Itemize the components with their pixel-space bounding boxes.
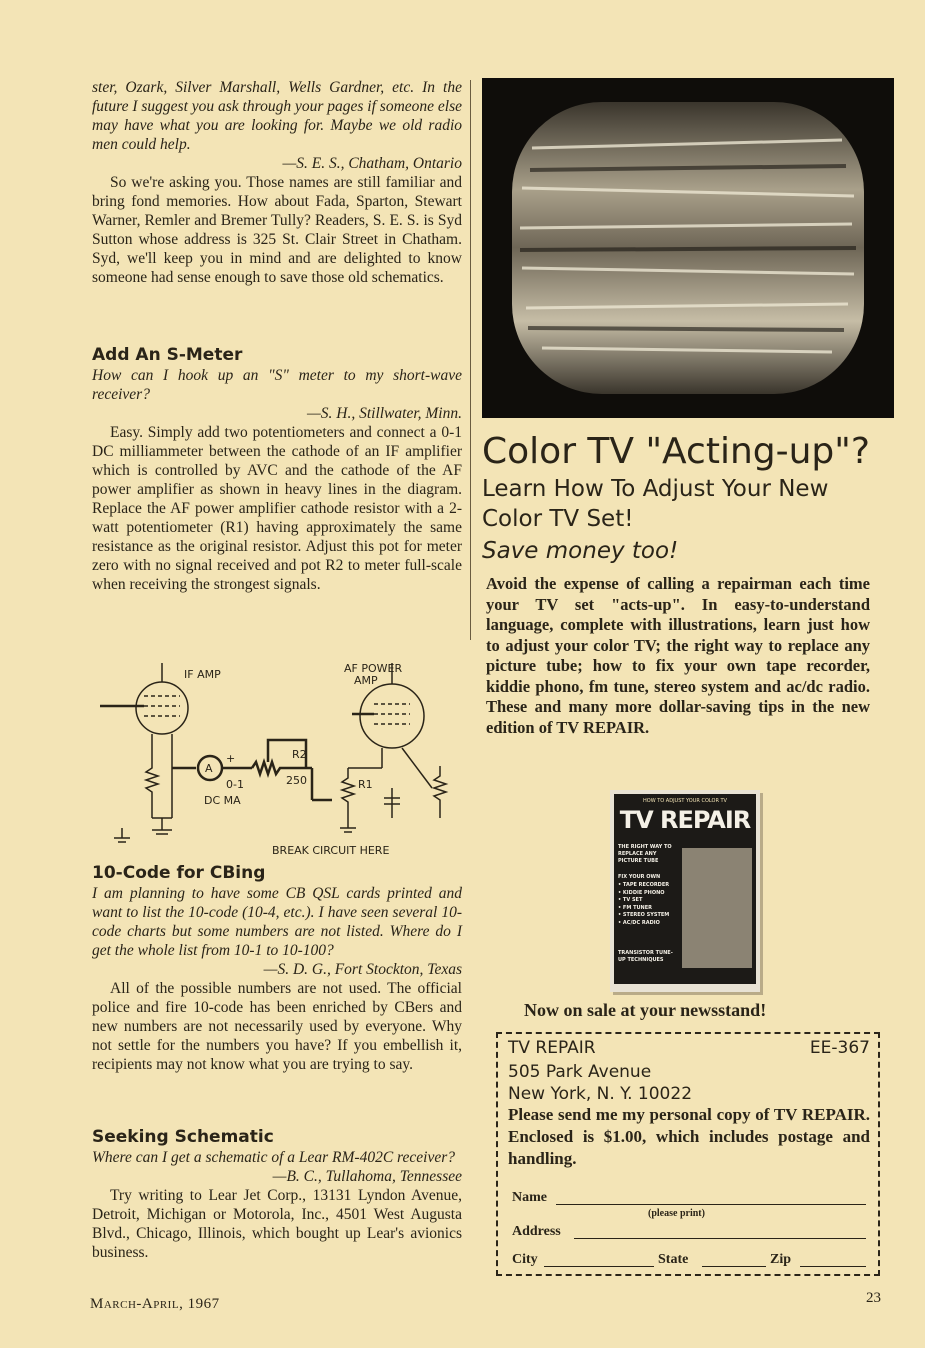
city-field-line[interactable] — [544, 1266, 654, 1267]
coupon-address-line-2: New York, N. Y. 10022 — [508, 1084, 693, 1104]
magazine-item: • AC/DC RADIO — [618, 919, 660, 926]
magazine-cover — [610, 790, 760, 992]
state-field-label: State — [658, 1252, 689, 1267]
magazine-logo: TV REPAIR — [619, 806, 751, 834]
magazine-item: • STEREO SYSTEM — [618, 912, 670, 918]
coupon-address-line-1: 505 Park Avenue — [508, 1062, 652, 1082]
page-number: 23 — [866, 1290, 881, 1306]
meter-plus: + — [226, 752, 236, 765]
magazine-item: • TV SET — [618, 897, 643, 903]
intro-answer: So we're asking you. Those names are still familiar and bring fond memories. How about Fada, Sparton, Stewart Warner, Remler and Bremer Tully? Readers, S. E. S. is Syd Sutton whose address is 325 St. Clair Street in Chatham. Syd, we'll keep you in mind and are delighted to know someone had sense enough to save those old schematics. — [92, 174, 462, 286]
ten-code-heading: 10-Code for CBing — [92, 863, 266, 883]
schematic-section — [92, 1126, 462, 1262]
address-field-label: Address — [512, 1224, 561, 1239]
coupon-code: EE-367 — [809, 1038, 870, 1058]
coupon-product-name: TV REPAIR — [508, 1038, 596, 1058]
r1-label: R1 — [358, 778, 373, 791]
address-field-line[interactable] — [574, 1238, 866, 1239]
r2-label: R2 — [292, 748, 307, 761]
schematic-question: Where can I get a schematic of a Lear RM-402C receiver? — [92, 1149, 455, 1166]
intro-signature: —S. E. S., Chatham, Ontario — [282, 155, 462, 172]
zip-field-label: Zip — [770, 1252, 792, 1267]
smeter-heading: Add An S-Meter — [92, 345, 243, 365]
r2-value: 250 — [286, 774, 307, 787]
schematic-heading: Seeking Schematic — [92, 1127, 274, 1147]
zip-field-line[interactable] — [800, 1266, 866, 1267]
name-field-label: Name — [512, 1190, 547, 1205]
smeter-question: How can I hook up an "S" meter to my short-wave receiver? — [92, 367, 462, 403]
meter-symbol: A — [205, 762, 213, 775]
break-circuit-note: BREAK CIRCUIT HERE — [272, 844, 390, 857]
magazine-item: • TAPE RECORDER — [618, 882, 670, 888]
magazine-cover-line-1: THE RIGHT WAY TO REPLACE ANY PICTURE TUBE — [618, 844, 672, 864]
order-coupon — [496, 1032, 880, 1276]
ten-code-answer: All of the possible numbers are not used. The official police and fire 10-code has been enriched by CBers and new numbers are not necessarily used by everyone. Why not settle for the numbers you have? If you embellish it, recipients may not know what you are trying to say. — [92, 980, 462, 1073]
schematic-answer: Try writing to Lear Jet Corp., 13131 Lyndon Avenue, Detroit, Michigan or Motorola, Inc., 4501 West Augusta Blvd., Chicago, Illinois, which bought up Lear's avionics business. — [92, 1187, 462, 1261]
city-field-label: City — [512, 1252, 538, 1267]
magazine-item-list — [618, 882, 678, 927]
ad-body-text: Avoid the expense of calling a repairman each time your TV set "acts-up". In easy-to-understand language, complete with illustrations, learn just how to adjust your color TV; the right way to replace any picture tube; how to fix your own tape recorder, kiddie phono, fm tune, stereo system and ac/dc radio. These and many more dollar-saving tips in the new edition of TV REPAIR. — [486, 574, 870, 737]
please-print-note: (please print) — [648, 1208, 705, 1219]
smeter-section — [92, 344, 462, 594]
af-amp-label-1: AF POWER — [344, 662, 403, 675]
tv-screen-photo — [482, 78, 894, 418]
magazine-top-line: HOW TO ADJUST YOUR COLOR TV — [643, 798, 727, 804]
magazine-item: • KIDDIE PHONO — [618, 889, 665, 896]
smeter-schematic-diagram — [92, 658, 462, 858]
ten-code-signature: —S. D. G., Fort Stockton, Texas — [263, 961, 462, 978]
smeter-signature: —S. H., Stillwater, Minn. — [306, 405, 462, 422]
meter-range: 0-1 — [226, 778, 244, 791]
magazine-cover-line-3: TRANSISTOR TUNE-UP TECHNIQUES — [618, 950, 673, 963]
state-field-line[interactable] — [702, 1266, 766, 1267]
ad-subheadline: Learn How To Adjust Your New Color TV Set! — [482, 476, 829, 532]
intro-letter — [92, 78, 462, 287]
coupon-order-text: Please send me my personal copy of TV REPAIR. Enclosed is $1.00, which includes postage and handling. — [508, 1105, 870, 1168]
schematic-signature: —B. C., Tullahoma, Tennessee — [272, 1168, 462, 1185]
issue-date-footer: March-April, 1967 — [90, 1296, 220, 1312]
meter-unit: DC MA — [204, 794, 241, 807]
ten-code-question: I am planning to have some CB QSL cards printed and want to list the 10-code (10-4, etc.). I have seen several 10-code charts but some numbers are not listed. Where do I get the whole list from 10-1 to 10-100? — [92, 885, 462, 959]
intro-question: ster, Ozark, Silver Marshall, Wells Gardner, etc. In the future I suggest you ask through your pages if someone else may have what you are looking for. Maybe we old radio men could help. — [92, 79, 462, 153]
column-divider — [470, 80, 471, 640]
name-field-line[interactable] — [556, 1204, 866, 1205]
af-amp-label-2: AMP — [354, 674, 378, 687]
on-sale-line: Now on sale at your newsstand! — [524, 1000, 767, 1020]
magazine-cover-line-2: FIX YOUR OWN — [618, 874, 661, 880]
magazine-cover-photo — [682, 848, 752, 968]
ad-headline: Color TV "Acting-up"? — [482, 431, 870, 472]
if-amp-label: IF AMP — [184, 668, 221, 681]
ad-save-line: Save money too! — [482, 538, 679, 564]
smeter-answer: Easy. Simply add two potentiometers and connect a 0-1 DC milliammeter between the cathode of an IF amplifier which is controlled by AVC and the cathode of the AF power amplifier as shown in heavy lines in the diagram. Replace the AF power amplifier cathode resistor with a 2-watt potentiometer (R1) having approximately the same resistance as the original resistor. Adjust this pot for meter zero with no signal received and pot R2 to meter full-scale when receiving the strongest signals. — [92, 424, 462, 593]
ten-code-section — [92, 862, 462, 1074]
magazine-item: • FM TUNER — [618, 904, 652, 911]
